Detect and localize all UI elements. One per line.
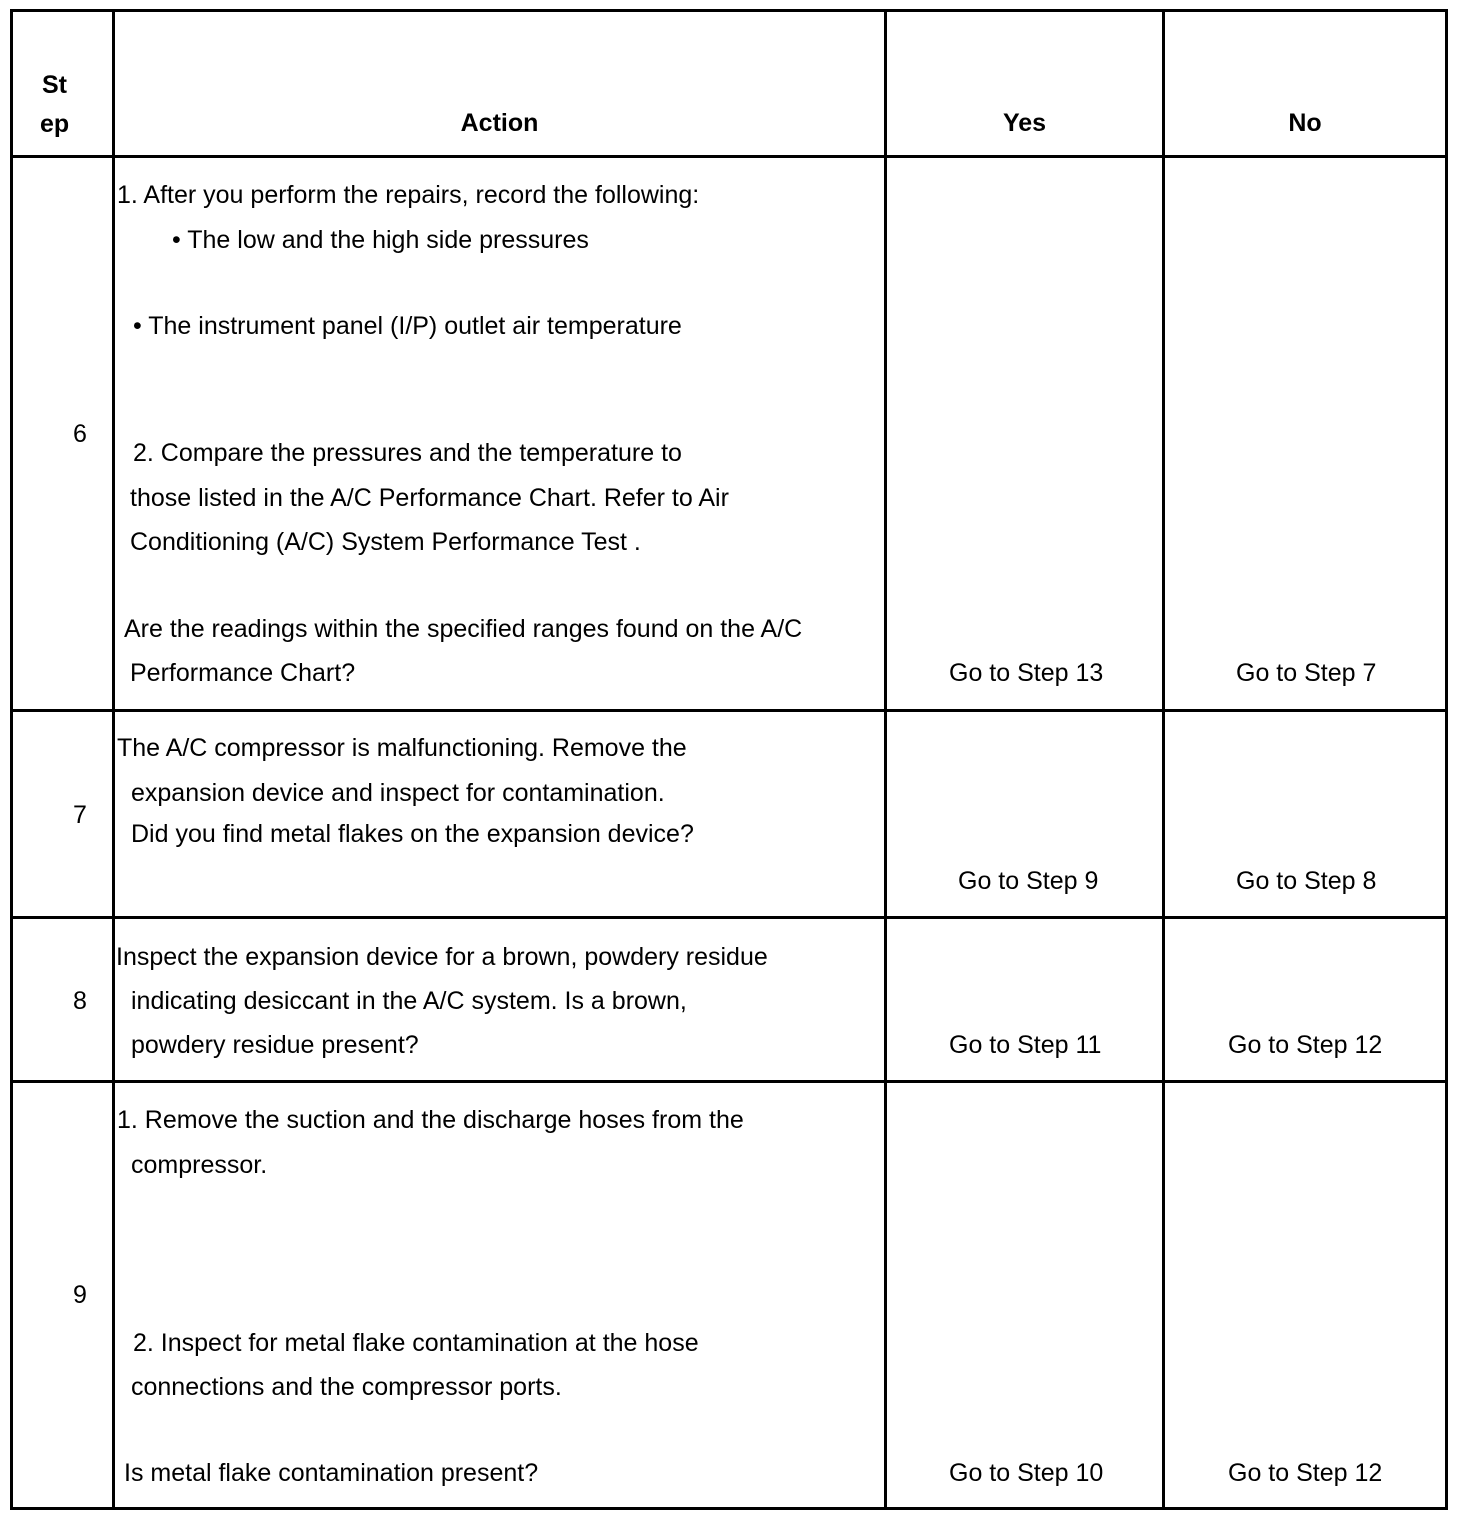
- action-line: 1. After you perform the repairs, record the following:: [117, 181, 700, 209]
- no-link[interactable]: Go to Step 12: [1228, 1031, 1383, 1059]
- no-link[interactable]: Go to Step 12: [1228, 1459, 1383, 1487]
- action-line: Are the readings within the specified ranges found on the A/C: [124, 615, 803, 643]
- action-line: powdery residue present?: [131, 1031, 419, 1059]
- header-step-line1: St: [42, 71, 67, 99]
- header-no: No: [1288, 109, 1322, 137]
- col-divider-yes-no: [1162, 9, 1165, 1510]
- col-divider-step-action: [112, 9, 115, 1510]
- no-link[interactable]: Go to Step 7: [1236, 659, 1377, 687]
- row-divider-7-8: [10, 916, 1448, 919]
- yes-link[interactable]: Go to Step 13: [949, 659, 1104, 687]
- action-line: 2. Compare the pressures and the temperature to: [133, 439, 682, 467]
- no-link[interactable]: Go to Step 8: [1236, 867, 1377, 895]
- border-bottom: [10, 1507, 1448, 1510]
- action-line: • The low and the high side pressures: [172, 226, 589, 254]
- action-line: expansion device and inspect for contamination.: [131, 779, 665, 807]
- header-action: Action: [460, 109, 539, 137]
- border-top: [10, 9, 1448, 12]
- step-number: 6: [73, 420, 87, 448]
- header-yes: Yes: [1002, 109, 1047, 137]
- row-divider-8-9: [10, 1080, 1448, 1083]
- action-line: • The instrument panel (I/P) outlet air temperature: [133, 312, 682, 340]
- border-left: [10, 9, 13, 1510]
- action-line: Inspect the expansion device for a brown, powdery residue: [116, 943, 768, 971]
- yes-link[interactable]: Go to Step 10: [949, 1459, 1104, 1487]
- action-line: Conditioning (A/C) System Performance Test .: [130, 528, 641, 556]
- header-step-line2: ep: [40, 110, 70, 138]
- action-line: Is metal flake contamination present?: [124, 1459, 539, 1487]
- action-line: connections and the compressor ports.: [131, 1373, 562, 1401]
- row-divider-6-7: [10, 709, 1448, 712]
- step-number: 8: [73, 987, 87, 1015]
- action-line: Did you find metal flakes on the expansion device?: [131, 820, 694, 848]
- action-line: indicating desiccant in the A/C system. Is a brown,: [131, 987, 687, 1015]
- yes-link[interactable]: Go to Step 11: [949, 1031, 1102, 1059]
- action-line: those listed in the A/C Performance Chart. Refer to Air: [130, 484, 729, 512]
- action-line: compressor.: [131, 1151, 268, 1179]
- border-right: [1445, 9, 1448, 1510]
- step-number: 9: [73, 1281, 87, 1309]
- action-line: The A/C compressor is malfunctioning. Remove the: [117, 734, 687, 762]
- step-number: 7: [73, 801, 87, 829]
- header-divider: [10, 155, 1448, 158]
- action-line: Performance Chart?: [130, 659, 356, 687]
- action-line: 1. Remove the suction and the discharge hoses from the: [117, 1106, 744, 1134]
- yes-link[interactable]: Go to Step 9: [958, 867, 1099, 895]
- col-divider-action-yes: [884, 9, 887, 1510]
- action-line: 2. Inspect for metal flake contamination at the hose: [133, 1329, 699, 1357]
